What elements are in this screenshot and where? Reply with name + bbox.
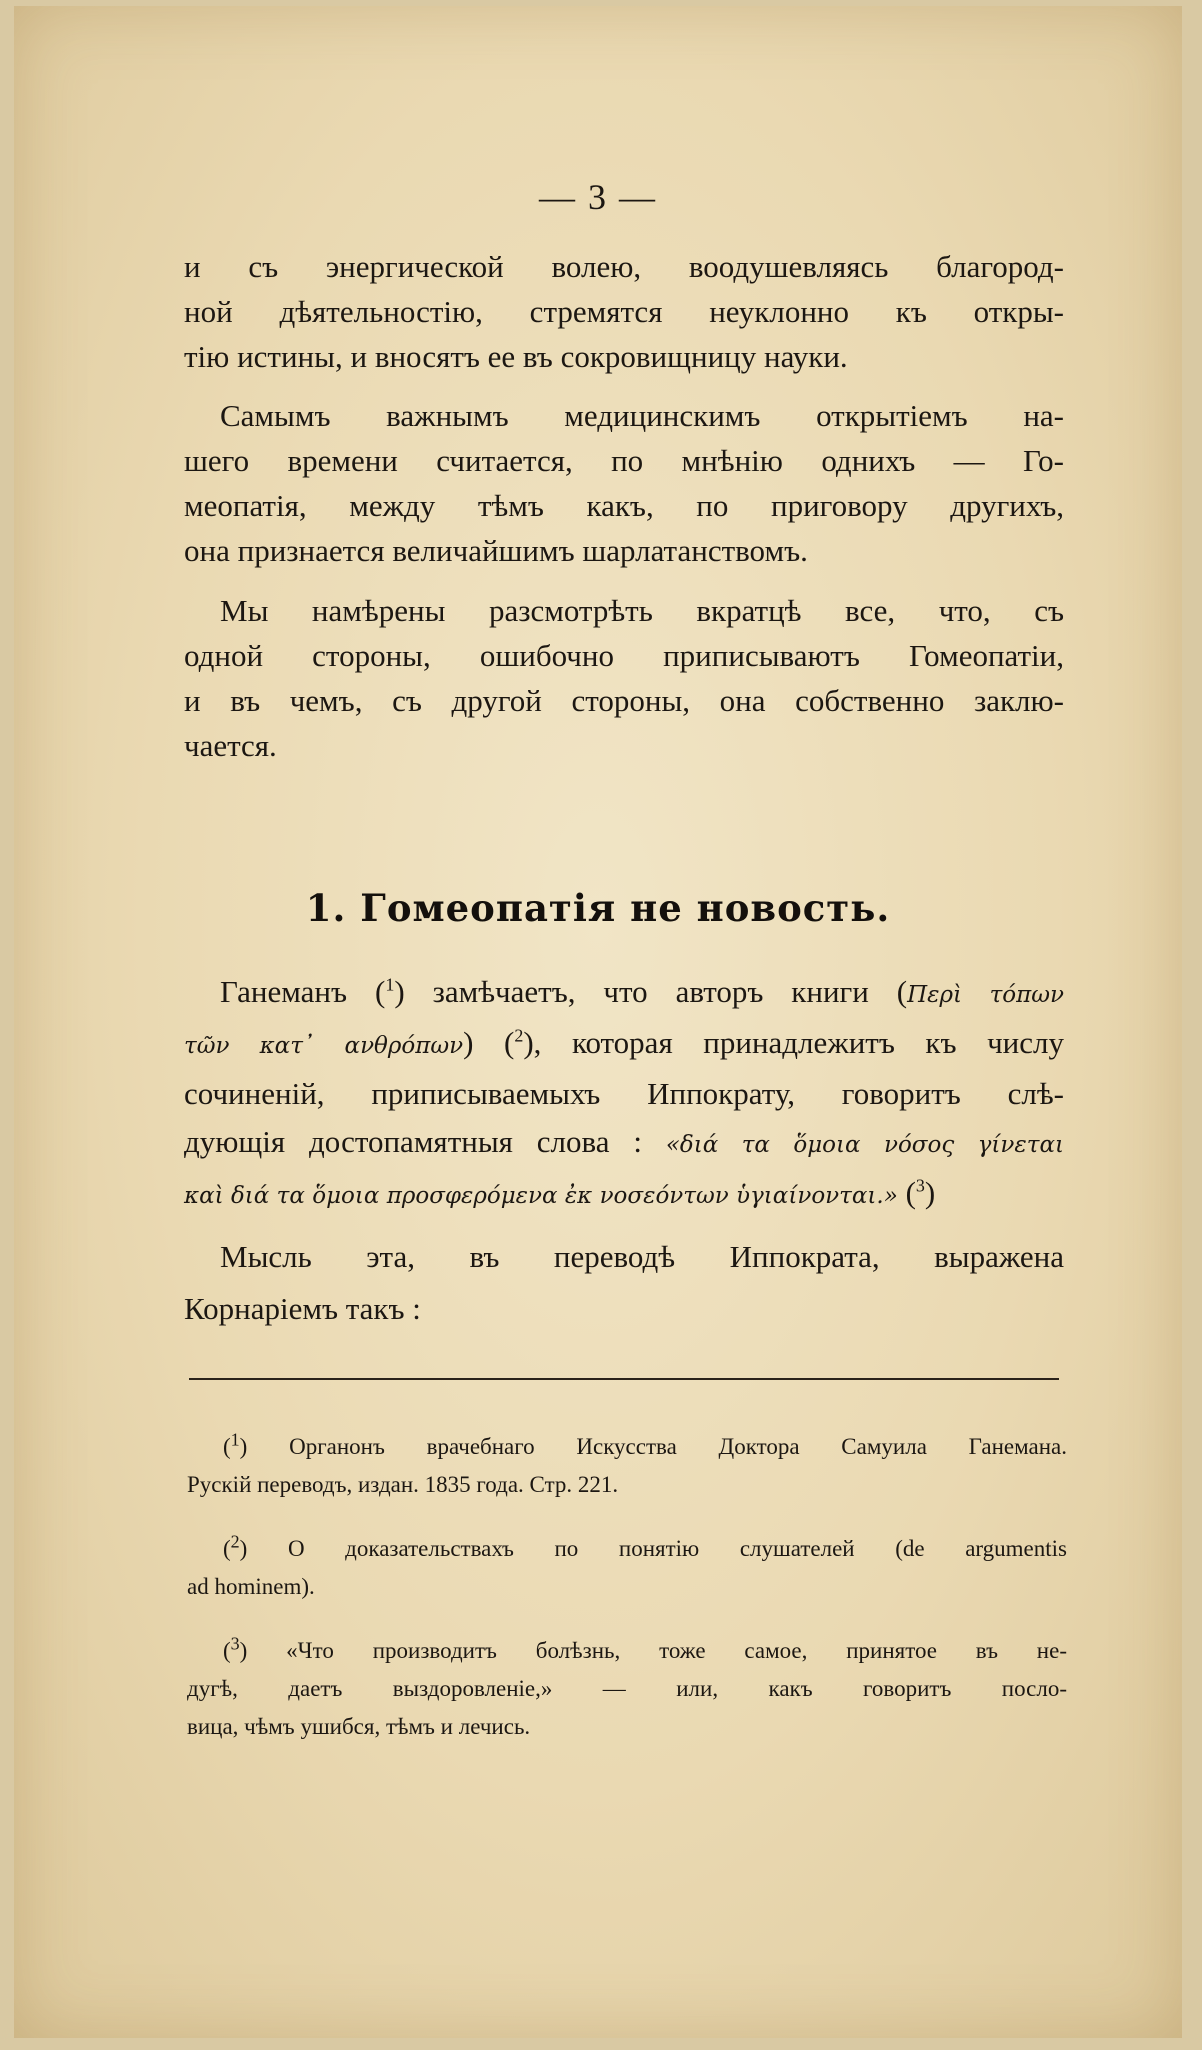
text-line: Рускій переводъ, издан. 1835 года. Стр. 221. [187,1472,619,1497]
greek-text: καὶ διά τα ὅμοια προσφερόμενα ἐκ νοσεόντων ὑγιαίνονται.» [184,1183,898,1209]
section-heading: 1. Гомеопатія не новость. [305,886,891,930]
text-line: ной дѣятельностію, стремятся неуклонно къ откры- [184,294,1064,329]
footnote-ref: 2 [514,1025,524,1046]
section-paragraph [184,968,1064,1220]
paragraph-3 [184,588,1064,768]
text-line: чается. [184,728,277,763]
footnote-ref: 1 [385,974,395,995]
text-line: Ганеманъ ($^1$) замѣчаетъ, что авторъ книги (Περὶ τόπων [220,974,1064,1009]
text-line: Корнаріемъ такъ : [184,1291,421,1326]
greek-text: τῶν κατ᾽ ανθρόπων [184,1033,464,1059]
footnote-ref: 3 [915,1175,925,1196]
text-line: тію истины, и вносятъ ее въ сокровищницу науки. [184,339,848,374]
text-line: ($^3$) «Что производитъ болѣзнь, тоже самое, принятое въ не- [223,1633,1067,1663]
greek-text: Περὶ τόπων [907,982,1064,1008]
text-line: Мы намѣрены разсмотрѣть вкратцѣ все, что, съ [220,593,1064,628]
text-line: ($^1$) Органонъ врачебнаго Искусства Доктора Самуила Ганемана. [223,1429,1067,1459]
footnote-1 [187,1428,1067,1504]
paragraph-1 [184,244,1064,379]
greek-text: «διά τα ὅμοια νόσος γίνεται [665,1132,1064,1158]
page-number: — 3 — [539,177,657,217]
footnote-3 [187,1632,1067,1746]
text-line: Самымъ важнымъ медицинскимъ открытіемъ на- [220,398,1064,433]
text-line: дугѣ, даетъ выздоровленіе,» — или, какъ говоритъ посло- [187,1676,1067,1701]
text-line: Мысль эта, въ переводѣ Иппократа, выражена [220,1239,1064,1274]
text-run: «Что производитъ болѣзнь, тоже самое, принятое въ не- [286,1638,1067,1663]
footnote-mark: 2 [230,1531,240,1552]
text-line: шего времени считается, по мнѣнію однихъ — Го- [184,443,1064,478]
text-line [184,1118,1064,1169]
text-run: Ганеманъ [220,974,348,1009]
text-run: О доказательствахъ по понятію слушателей (de argumentis [287,1536,1067,1561]
text-line: ad hominem). [187,1574,315,1599]
book-page [14,6,1182,2038]
text-run: Органонъ врачебнаго Искусства Доктора Самуила Ганемана. [289,1434,1067,1459]
footnote-2 [187,1530,1067,1606]
footnote-mark: 1 [230,1429,240,1450]
text-line: и въ чемъ, съ другой стороны, она собственно заклю- [184,683,1064,718]
text-line: одной стороны, ошибочно приписываютъ Гомеопатіи, [184,638,1064,673]
text-line: и съ энергической волею, воодушевляясь благород- [184,249,1064,284]
text-run: замѣчаетъ, что авторъ книги ( [432,974,908,1009]
text-line: вица, чѣмъ ушибся, тѣмъ и лечись. [187,1714,531,1739]
footnotes [187,1428,1067,1772]
text-line: сочиненій, приписываемыхъ Иппократу, говоритъ слѣ- [184,1076,1064,1111]
paragraph-2 [184,393,1064,573]
text-run: которая принадлежитъ къ числу [571,1025,1064,1060]
text-run: дующія достопамятныя слова : [184,1124,642,1159]
text-line: καὶ διά τα ὅμοια προσφερόμενα ἐκ νοσεόντων ὑγιαίνονται.» ($^3$) [184,1175,936,1210]
text-line: ($^2$) О доказательствахъ по понятію слушателей (de argumentis [223,1531,1067,1561]
footnote-divider [189,1378,1059,1380]
text-line: она признается величайшимъ шарлатанствомъ. [184,533,808,568]
translation-paragraph [184,1231,1064,1335]
footnote-mark: 3 [230,1633,240,1654]
text-line: меопатія, между тѣмъ какъ, по приговору другихъ, [184,488,1064,523]
text-line: τῶν κατ᾽ ανθρόπων) ($^2$), которая принадлежитъ къ числу [184,1025,1064,1060]
